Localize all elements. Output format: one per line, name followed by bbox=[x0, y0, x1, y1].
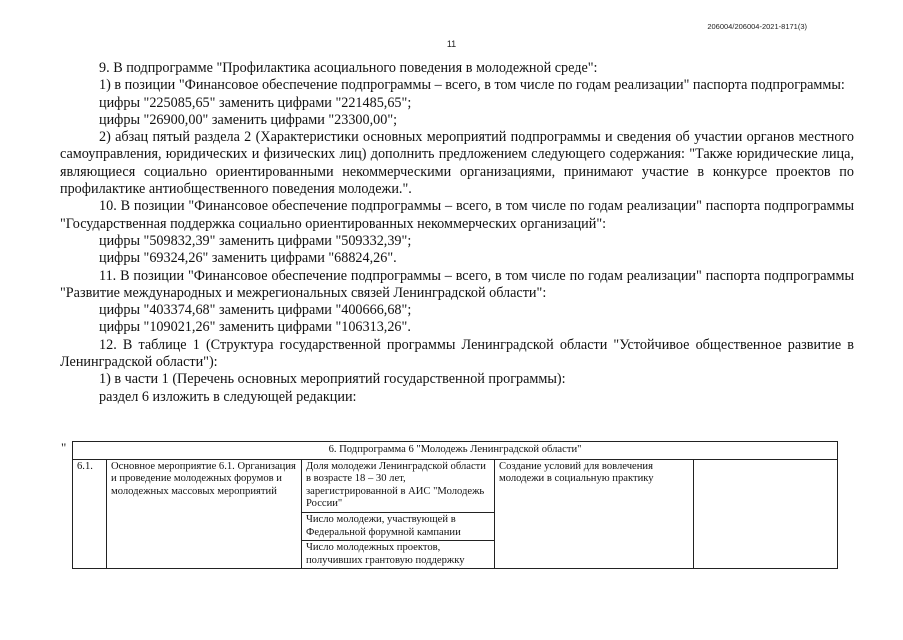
paragraph-10: 10. В позиции "Финансовое обеспечение подпрограммы – всего, в том числе по годам реализации" паспорта подпрограммы "Государственная поддержка социально ориентированных некоммерческих организаций": bbox=[60, 198, 854, 232]
paragraph-11a: цифры "403374,68" заменить цифрами "400666,68"; bbox=[99, 302, 412, 319]
paragraph-11: 11. В позиции "Финансовое обеспечение подпрограммы – всего, в том числе по годам реализации" паспорта подпрограммы "Развитие международных и межрегиональных связей Ленинградской области": bbox=[60, 267, 854, 301]
table-header-row bbox=[73, 442, 838, 460]
indicator-cell: Число молодежи, участвующей в Федеральной форумной кампании bbox=[302, 512, 495, 540]
paragraph-12-1: 1) в части 1 (Перечень основных мероприятий государственной программы): bbox=[99, 371, 566, 388]
paragraph-9-1a: цифры "225085,65" заменить цифрами "221485,65"; bbox=[99, 94, 412, 111]
result-cell: Создание условий для вовлечения молодежи в социальную практику bbox=[495, 459, 694, 569]
program-table bbox=[72, 441, 838, 569]
paragraph-9-2: 2) абзац пятый раздела 2 (Характеристики основных мероприятий подпрограммы и сведения об участии органов местного самоуправления, юридических и физических лиц) дополнить предложением следующего содержания: "Также юридические лица, являющиеся социально ориентированными некоммерческими организациями, принимают участие в конкурсе проектов по профилактике антиобщественного поведения молодежи.". bbox=[60, 129, 854, 198]
paragraph-9: 9. В подпрограмме "Профилактика асоциального поведения в молодежной среде": bbox=[99, 60, 598, 76]
table-row bbox=[73, 459, 838, 512]
paragraph-12-1a: раздел 6 изложить в следующей редакции: bbox=[99, 388, 357, 405]
paragraph-12: 12. В таблице 1 (Структура государственной программы Ленинградской области "Устойчивое общественное развитие в Ленинградской области"): bbox=[60, 336, 854, 371]
opening-quote: " bbox=[61, 440, 67, 455]
paragraph-10b: цифры "69324,26" заменить цифрами "68824,26". bbox=[99, 250, 397, 267]
empty-cell bbox=[694, 459, 838, 569]
indicator-cell: Число молодежных проектов, получивших грантовую поддержку bbox=[302, 541, 495, 569]
document-id: 206004/206004-2021-8171(3) bbox=[707, 22, 807, 31]
subprogram-header: 6. Подпрограмма 6 "Молодежь Ленинградской области" bbox=[73, 442, 838, 460]
paragraph-10a: цифры "509832,39" заменить цифрами "509332,39"; bbox=[99, 232, 412, 249]
page-number: 11 bbox=[446, 39, 457, 49]
measure-cell: Основное мероприятие 6.1. Организация и проведение молодежных форумов и молодежных массовых мероприятий bbox=[107, 459, 302, 569]
paragraph-9-1: 1) в позиции "Финансовое обеспечение подпрограммы – всего, в том числе по годам реализации" паспорта подпрограммы: bbox=[99, 77, 845, 94]
paragraph-11b: цифры "109021,26" заменить цифрами "106313,26". bbox=[99, 319, 411, 336]
indicator-cell: Доля молодежи Ленинградской области в возрасте 18 – 30 лет, зарегистрированной в АИС "Молодежь России" bbox=[302, 459, 495, 512]
document-body bbox=[60, 60, 854, 406]
row-number: 6.1. bbox=[73, 459, 107, 569]
paragraph-9-1b: цифры "26900,00" заменить цифрами "23300,00"; bbox=[99, 111, 398, 128]
